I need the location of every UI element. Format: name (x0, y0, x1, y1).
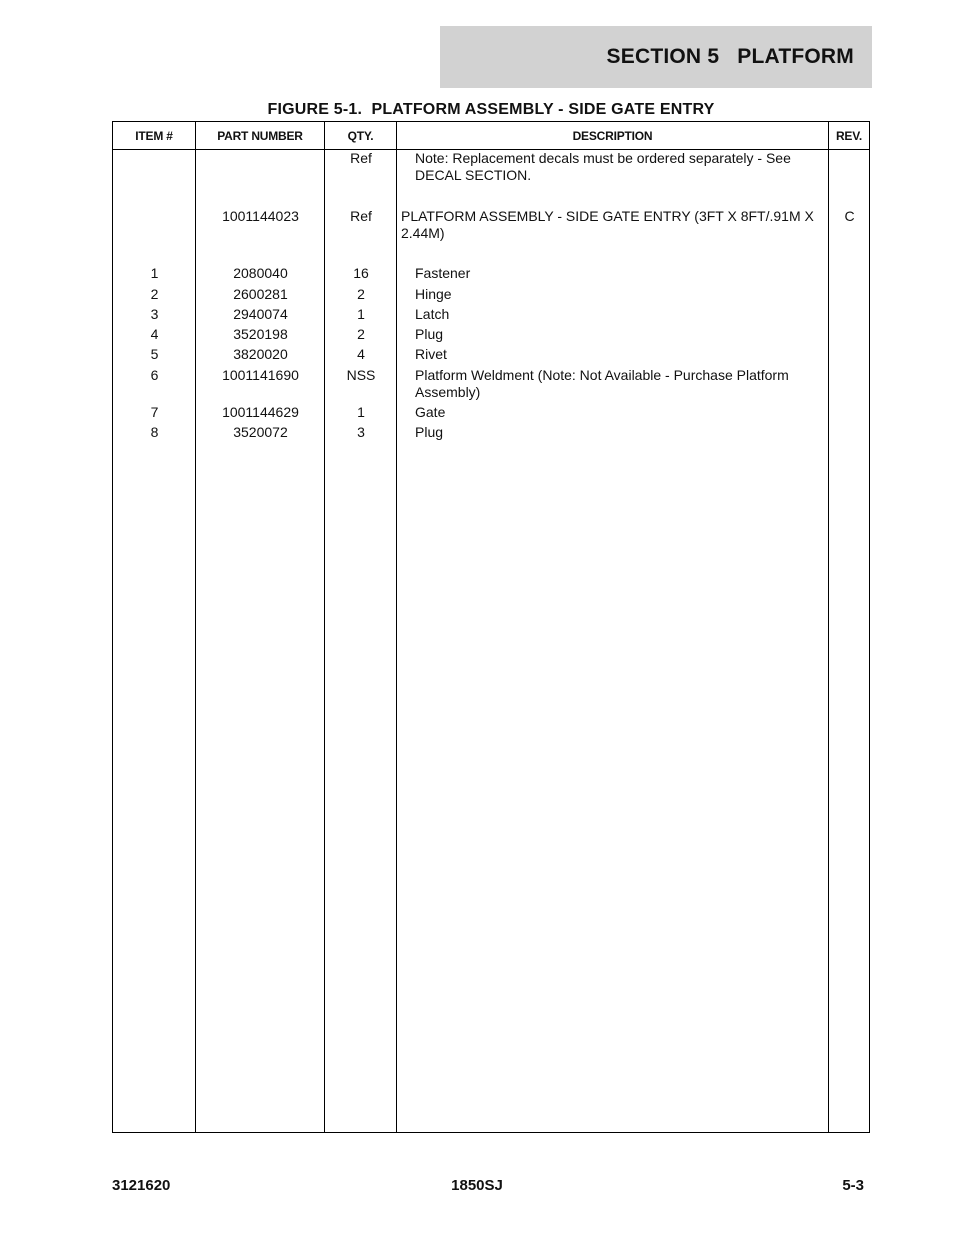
description: Plug (415, 424, 444, 440)
part-number: 1001141690 (222, 367, 299, 383)
section-title: SECTION 5 PLATFORM (606, 45, 854, 68)
description: PLATFORM ASSEMBLY - SIDE GATE ENTRY (3FT X 8FT/.91M X 2.44M) (401, 208, 814, 241)
item-number: 4 (150, 326, 159, 342)
parts-table (112, 121, 870, 1133)
quantity: NSS (346, 367, 376, 383)
figure-title: FIGURE 5-1. PLATFORM ASSEMBLY - SIDE GATE ENTRY (267, 101, 715, 118)
description: Plug (415, 326, 444, 342)
quantity: Ref (350, 208, 372, 224)
part-number: 2080040 (233, 265, 288, 281)
part-number: 1001144023 (222, 208, 299, 224)
description: Rivet (415, 346, 447, 362)
part-number: 3520072 (233, 424, 288, 440)
description: Latch (415, 306, 450, 322)
item-number: 8 (150, 424, 159, 440)
part-number: 2600281 (233, 286, 288, 302)
quantity: 16 (353, 265, 369, 281)
quantity: 2 (357, 286, 365, 302)
quantity: 3 (357, 424, 365, 440)
part-number: 3520198 (233, 326, 288, 342)
item-number: 7 (150, 404, 159, 420)
column-header-qty: QTY. (347, 128, 374, 143)
item-number: 5 (150, 346, 159, 362)
quantity: 4 (357, 346, 365, 362)
description: Gate (415, 404, 446, 420)
item-number: 3 (150, 306, 159, 322)
description: Note: Replacement decals must be ordered separately - See DECAL SECTION. (415, 150, 791, 183)
quantity: 2 (357, 326, 365, 342)
part-number: 3820020 (233, 346, 288, 362)
part-number: 2940074 (233, 306, 288, 322)
column-header-item: ITEM # (135, 128, 173, 143)
item-number: 1 (150, 265, 159, 281)
footer-page-number: 5-3 (842, 1177, 864, 1194)
quantity: 1 (357, 404, 365, 420)
description: Hinge (415, 286, 452, 302)
column-header-part-number: PART NUMBER (217, 128, 303, 143)
quantity: Ref (350, 150, 372, 166)
column-header-description: DESCRIPTION (572, 128, 653, 143)
description: Platform Weldment (Note: Not Available - Purchase Platform Assembly) (415, 367, 789, 400)
description: Fastener (415, 265, 471, 281)
item-number: 2 (150, 286, 159, 302)
part-number: 1001144629 (222, 404, 299, 420)
quantity: 1 (357, 306, 365, 322)
column-divider (828, 122, 829, 1132)
footer-model: 1850SJ (451, 1177, 503, 1194)
column-header-rev: REV. (835, 128, 863, 143)
section-header (440, 26, 872, 88)
footer-document-number: 3121620 (112, 1177, 171, 1194)
item-number: 6 (150, 367, 159, 383)
revision: C (844, 208, 855, 224)
